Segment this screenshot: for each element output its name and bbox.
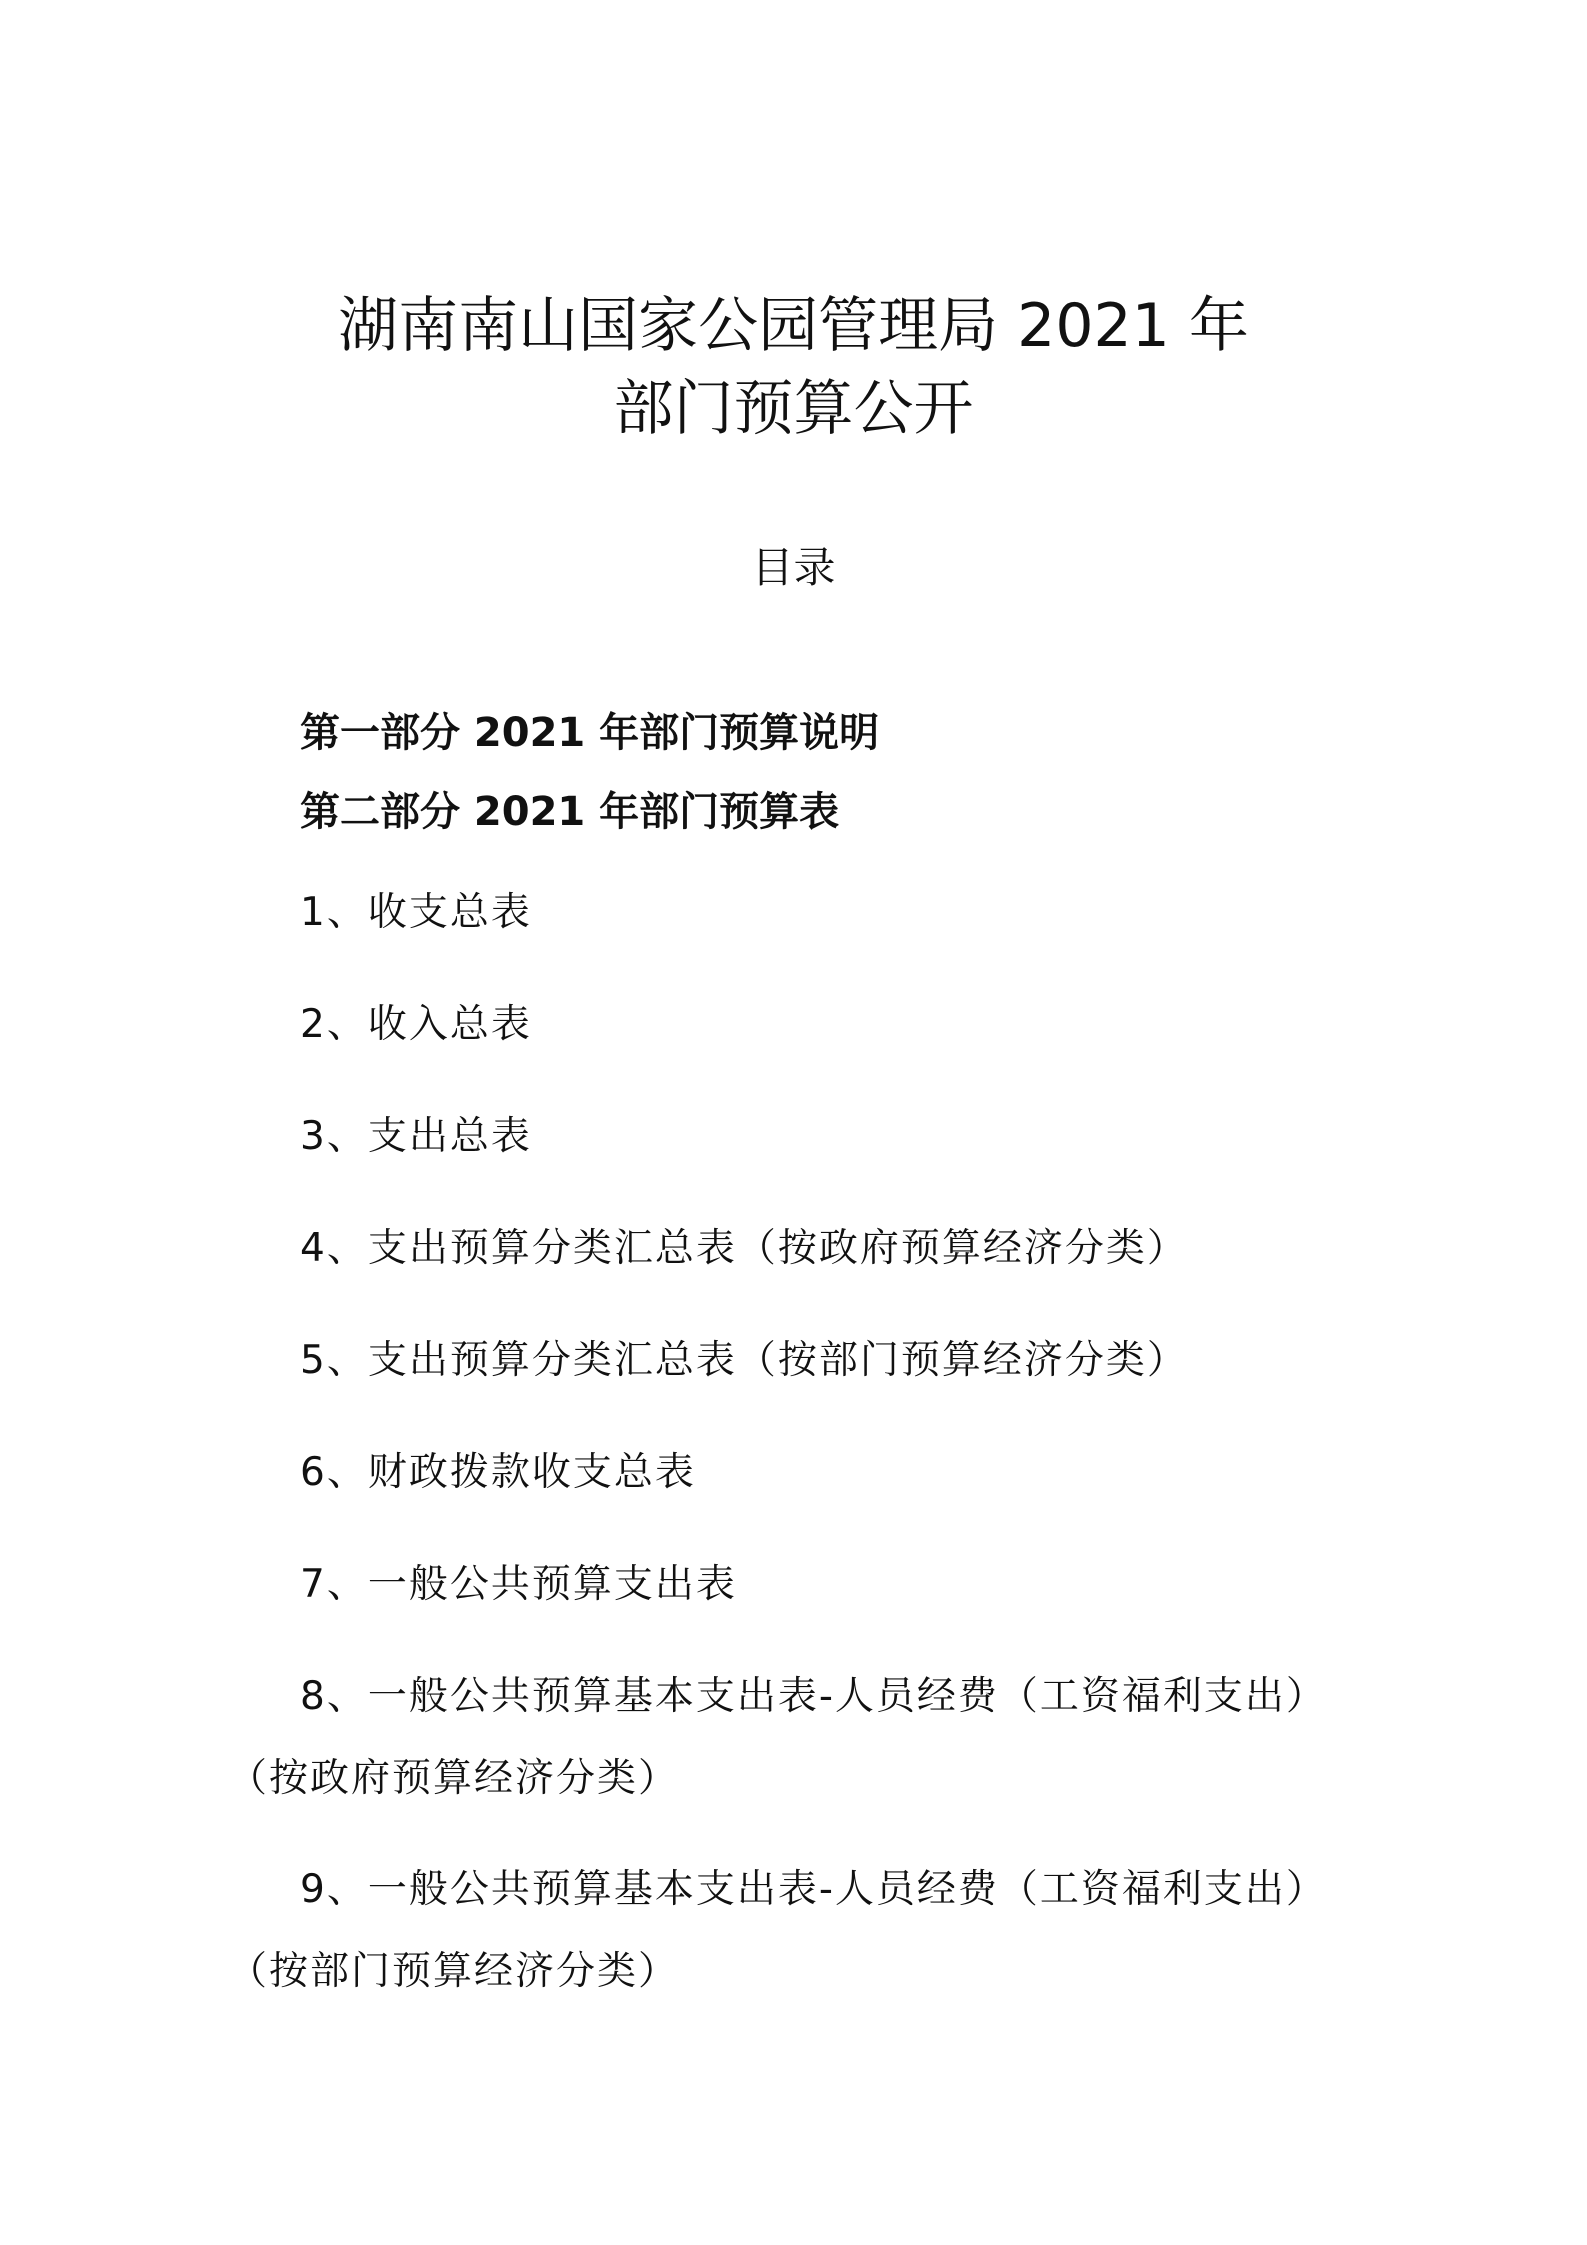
toc-item-2: 2、收入总表 [300, 1002, 532, 1047]
document-title-line-2: 部门预算公开 [613, 374, 974, 444]
toc-item-8-continuation: （按政府预算经济分类） [228, 1756, 680, 1801]
toc-item-6: 6、财政拨款收支总表 [300, 1450, 696, 1495]
toc-item-9-continuation: （按部门预算经济分类） [228, 1949, 680, 1994]
toc-item-4: 4、支出预算分类汇总表（按政府预算经济分类） [300, 1226, 1188, 1271]
toc-item-9: 9、一般公共预算基本支出表-人员经费（工资福利支出） [300, 1867, 1327, 1912]
toc-item-3: 3、支出总表 [300, 1114, 532, 1159]
toc-item-8: 8、一般公共预算基本支出表-人员经费（工资福利支出） [300, 1674, 1327, 1719]
toc-item-5: 5、支出预算分类汇总表（按部门预算经济分类） [300, 1338, 1188, 1383]
toc-heading: 目录 [751, 543, 836, 592]
toc-item-7: 7、一般公共预算支出表 [300, 1562, 737, 1607]
toc-part-1: 第一部分 2021 年部门预算说明 [300, 710, 880, 756]
toc-part-2: 第二部分 2021 年部门预算表 [300, 789, 840, 835]
document-title-line-1: 湖南南山国家公园管理局 2021 年 [338, 291, 1249, 361]
toc-item-1: 1、收支总表 [300, 890, 532, 935]
